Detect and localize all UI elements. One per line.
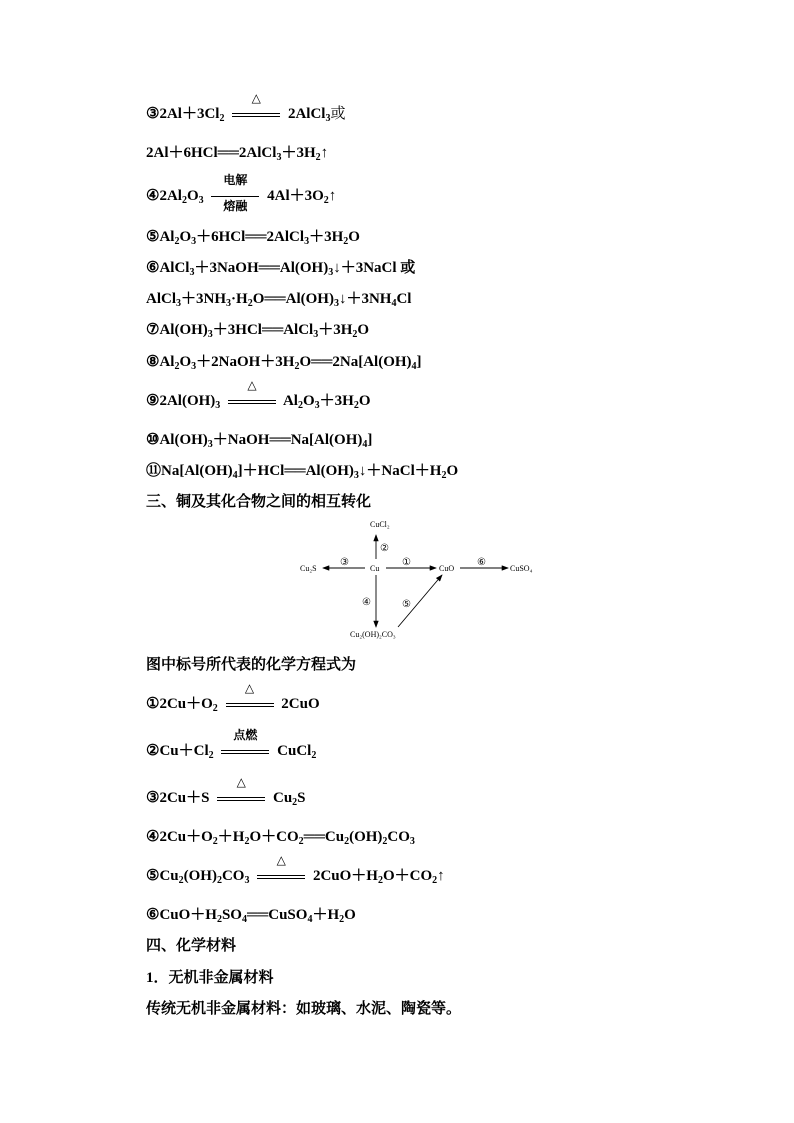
equation-9: $⑨2Al(OH)_3$ △ $Al_2O_3+3H_2O$ — [146, 377, 371, 411]
svg-text:④: ④ — [362, 597, 371, 608]
node-cuso4: CuSO₄ — [510, 564, 533, 573]
node-cu: Cu — [370, 564, 380, 573]
cu-equation-2: $②Cu+Cl_2$ 点燃 CuCl$_2$ — [146, 727, 317, 761]
svg-text:②: ② — [380, 543, 389, 554]
svg-text:⑥: ⑥ — [477, 557, 486, 568]
cu-equation-3: ③2Cu＋S △ $Cu_2S$ — [146, 774, 306, 808]
equation-5: $⑤Al_2O_3+6HCl══2AlCl_3+3H_2O$ — [146, 229, 360, 247]
cu-equation-1: $①2Cu+O_2$ △ 2CuO — [146, 680, 320, 714]
svg-text:⑤: ⑤ — [402, 599, 411, 610]
equation-6: $⑥AlCl_3+3NaOH══Al(OH)_3↓+3NaCl$ 或 — [146, 260, 416, 278]
svg-text:①: ① — [402, 557, 411, 568]
equation-4: $④2Al_2O_3$ 电解 熔融 $4Al+3O_2↑$ — [146, 172, 337, 213]
equation-10: $⑩Al(OH)_3+NaOH══Na[Al(OH)_4]$ — [146, 432, 373, 450]
equation-11: $⑪Na[Al(OH)_4]+HCl══Al(OH)_3↓+NaCl+H_2O$ — [146, 463, 459, 481]
cu-equation-4: $④2Cu+O_2+H_2O+CO_2══Cu_2(OH)_2CO_3$ — [146, 829, 415, 847]
equation-3b: $2Al+6HCl══2AlCl_3+3H_2↑$ — [146, 145, 329, 163]
paragraph-traditional: 传统无机非金属材料：如玻璃、水泥、陶瓷等。 — [146, 1001, 462, 1017]
subheading-inorganic: 1．无机非金属材料 — [146, 970, 274, 986]
svg-text:③: ③ — [340, 557, 349, 568]
equation-3: $③2Al+3Cl_2$ △ 2AlCl$_3$或 — [146, 90, 346, 124]
cu-equation-5: $⑤Cu_2(OH)_2CO_3$ △ $2CuO+H_2O+CO_2↑$ — [146, 852, 445, 886]
section-heading-materials: 四、化学材料 — [146, 938, 237, 954]
equation-7: $⑦Al(OH)_3+3HCl══AlCl_3+3H_2O$ — [146, 322, 370, 340]
cu-equation-6: $⑥CuO+H_2SO_4══CuSO_4+H_2O$ — [146, 907, 356, 925]
equation-8: $⑧Al_2O_3+2NaOH+3H_2O══2Na[Al(OH)_4]$ — [146, 354, 422, 372]
node-cu2s: Cu₂S — [300, 564, 317, 573]
node-cu2oh2co3: Cu₂(OH)₂CO₃ — [350, 630, 396, 639]
copper-conversion-diagram — [290, 515, 550, 645]
section-heading-copper: 三、铜及其化合物之间的相互转化 — [146, 494, 372, 510]
intro-text: 图中标号所代表的化学方程式为 — [146, 657, 357, 673]
node-cucl2: CuCl₂ — [370, 520, 390, 529]
node-cuo: CuO — [439, 564, 455, 573]
equation-6b: $AlCl_3+3NH_3\cdot H_2O══Al(OH)_3↓+3NH_4Cl$ — [146, 291, 412, 309]
